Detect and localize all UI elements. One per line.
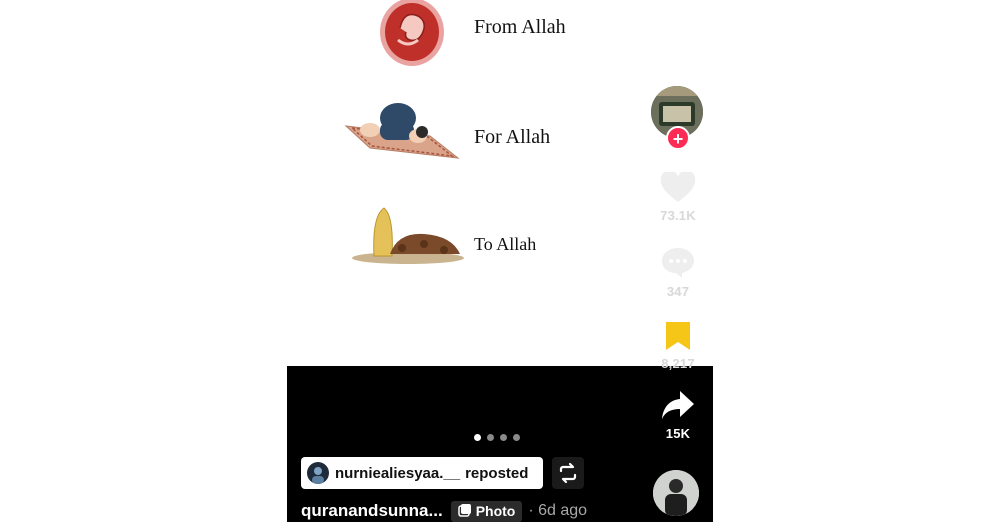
repost-user-avatar[interactable] xyxy=(307,462,329,484)
repost-label: reposted xyxy=(465,464,529,482)
carousel-dot[interactable] xyxy=(513,434,520,441)
line-text: To Allah xyxy=(474,234,537,254)
bookmark-icon xyxy=(663,320,693,352)
share-button[interactable] xyxy=(645,388,711,441)
carousel-dot[interactable] xyxy=(500,434,507,441)
author-line xyxy=(301,498,587,524)
comment-count: 347 xyxy=(666,284,690,299)
repost-username[interactable]: nurniealiesyaa.__ xyxy=(335,464,461,482)
share-count: 15K xyxy=(665,426,691,441)
repost-icon[interactable] xyxy=(552,457,584,489)
follow-plus-button[interactable]: + xyxy=(666,126,690,150)
bookmark-count: 8,217 xyxy=(661,356,695,371)
line-for-allah xyxy=(340,96,670,186)
grave-icon xyxy=(340,198,470,288)
like-count: 73.1K xyxy=(660,208,696,223)
post-age: · 6d ago xyxy=(528,502,588,519)
photo-badge-label: Photo xyxy=(475,503,516,519)
line-text: For Allah xyxy=(474,126,551,148)
action-rail xyxy=(645,80,715,522)
author-username[interactable]: quranandsunna... xyxy=(301,501,443,520)
music-disc[interactable] xyxy=(653,470,699,516)
prostrating-person-icon xyxy=(340,96,470,186)
carousel-dot[interactable] xyxy=(487,434,494,441)
carousel-indicator xyxy=(474,434,520,444)
embryo-icon xyxy=(340,0,470,70)
bookmark-button[interactable] xyxy=(645,320,711,371)
comment-icon xyxy=(660,246,696,280)
repost-chip[interactable] xyxy=(301,457,543,489)
line-to-allah xyxy=(340,198,670,288)
share-icon xyxy=(660,388,696,422)
comment-button[interactable] xyxy=(645,246,711,299)
line-text: From Allah xyxy=(474,16,566,38)
heart-icon xyxy=(660,172,696,204)
line-from-allah xyxy=(340,0,670,70)
photo-badge xyxy=(451,501,523,522)
carousel-dot-active[interactable] xyxy=(474,434,481,441)
photo-icon xyxy=(458,503,472,520)
like-button[interactable] xyxy=(645,172,711,223)
